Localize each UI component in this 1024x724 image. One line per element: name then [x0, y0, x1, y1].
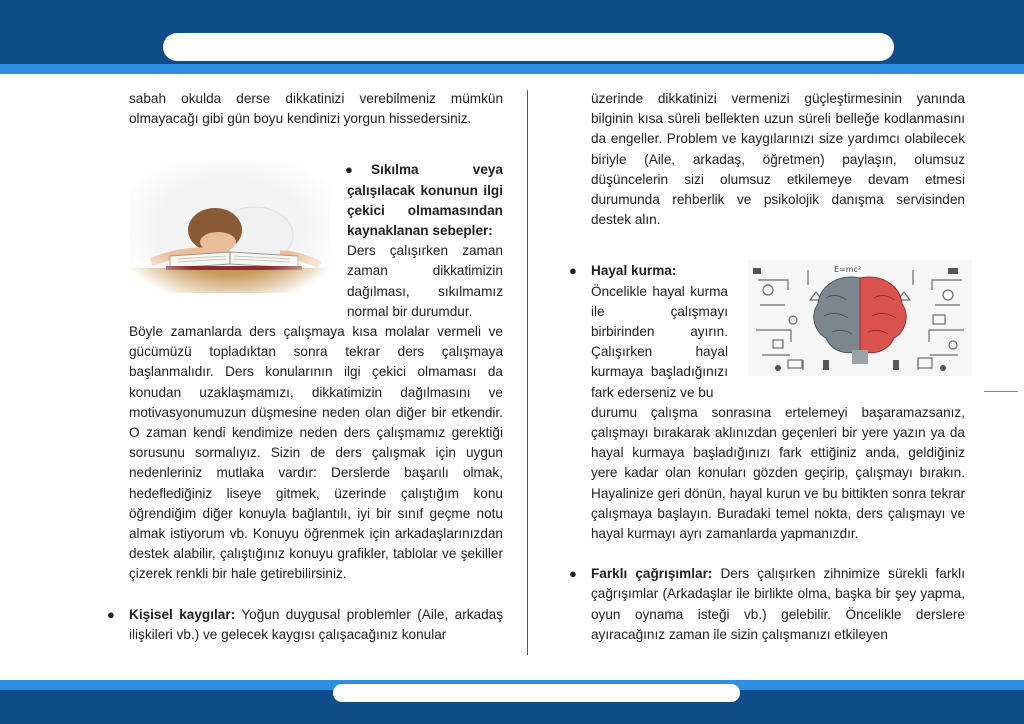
footer-pill — [333, 684, 740, 702]
associations-heading: Farklı çağrışımlar: — [591, 566, 713, 582]
boredom-body-wrap: Ders çalışırken zaman zaman dikkatimizin dağılması, sıkılmamız normal bir durumdur. — [347, 243, 503, 319]
boredom-heading: Sıkılma veya çalışılacak konunun ilgi çekici olmamasından kaynaklanan sebepler: — [347, 162, 503, 239]
bullet-icon: ● — [569, 263, 577, 279]
personal-heading: Kişisel kaygılar: — [129, 606, 236, 622]
margin-mark — [984, 391, 1018, 392]
daydream-body: durumu çalışma sonrasına ertelemeyi başaramazsanız, çalışmayı bırakarak aklınızdan geçenleri bir yere yazın ya da hayal kurmaya başladığınızı fark ettiğiniz anda, geldiğiniz yere kadar olan konuları gözden geçirip, çalışmayı bırakın. Hayalinize geri dönün, hayal kurun ve bu bittikten sonra tekrar çalışmaya başlayın. Buradaki temel nokta, ders çalışmayı ve hayal kurmayı ayrı zamanlarda yapmanızdır. — [591, 404, 965, 542]
daydream-body-wrap: Öncelikle hayal kurma ile çalışmayı birbirinden ayırın. Çalışırken hayal kurmaya başladığınızı fark ederseniz ve bu — [591, 283, 728, 400]
personal-body: Yoğun duygusal problemler (Aile, arkadaş ilişkileri vb.) ve gelecek kaygısı çalışacağınız konular — [129, 606, 503, 642]
header-stripe — [0, 64, 1024, 74]
sleeping-student-image — [130, 160, 330, 293]
associations-body: Ders çalışırken zihnimize sürekli farklı çağrışımlar (Arkadaşlar ile birlikte olma, başka bir şey yapma, oyun oynama isteği vb.) gelebilir. Öncelikle derslere ayıracağınız zaman ile sizin çalışmanızı etkileyen — [591, 566, 965, 642]
boredom-body: Böyle zamanlarda ders çalışmaya kısa molalar vermeli ve gücümüzü topladıktan sonra tekrar ders çalışmaya başlanmalıdır. Ders konularının ilgi çekici olmaması da konudan uzaklaşmamızı, dikkatimizin dağılmasını ve motivasyonumuzun düşmesine neden olan diğer bir etkendir. O zaman kendi kendimize neden ders çalışmamız gerektiği sorusunu sormalıyız. Sizin de ders çalışmak için uygun nedenleriniz mutlaka vardır: Derslerde başarılı olmak, hedeflediğiniz liseye gitmek, üzerinde çalıştığım konu öğrendiğim diğer konuyla bağlantılı, iyi bir sınıf geçme notu almak istiyorum vb. Konuyu öğrenmek için arkadaşlarınızdan destek alabilir, çalıştığınız konuyu grafikler, tablolar ve şekiller çizerek renkli bir hale getirebilirsiniz. — [129, 324, 503, 582]
column-divider — [527, 90, 528, 655]
brain-image — [748, 260, 972, 376]
continued-paragraph: üzerinde dikkatinizi vermenizi güçleştirmesinin yanında bilginin kısa süreli bellekten uzun süreli belleğe kodlanmasını da engeller. Problem ve kaygılarınızı size yardımcı olabilecek biriyle (Aile, arkadaş, öğretmen) paylaşın, olumsuz düşüncelerin sizi olumsuz etkilemeye devam etmesi durumunda rehberlik ve psikolojik danışma servisinden destek alın. — [591, 91, 965, 228]
bullet-icon: ● — [569, 566, 577, 582]
formula-text: E=mc² — [834, 265, 862, 274]
daydream-heading: Hayal kurma: — [591, 263, 677, 279]
intro-paragraph: sabah okulda derse dikkatinizi verebilmeniz mümkün olmayacağı gibi gün boyu kendinizi yorgun hissedersiniz. — [129, 91, 503, 127]
bullet-icon: ● — [345, 162, 353, 178]
header-pill — [163, 33, 894, 61]
bullet-icon: ● — [107, 606, 115, 622]
